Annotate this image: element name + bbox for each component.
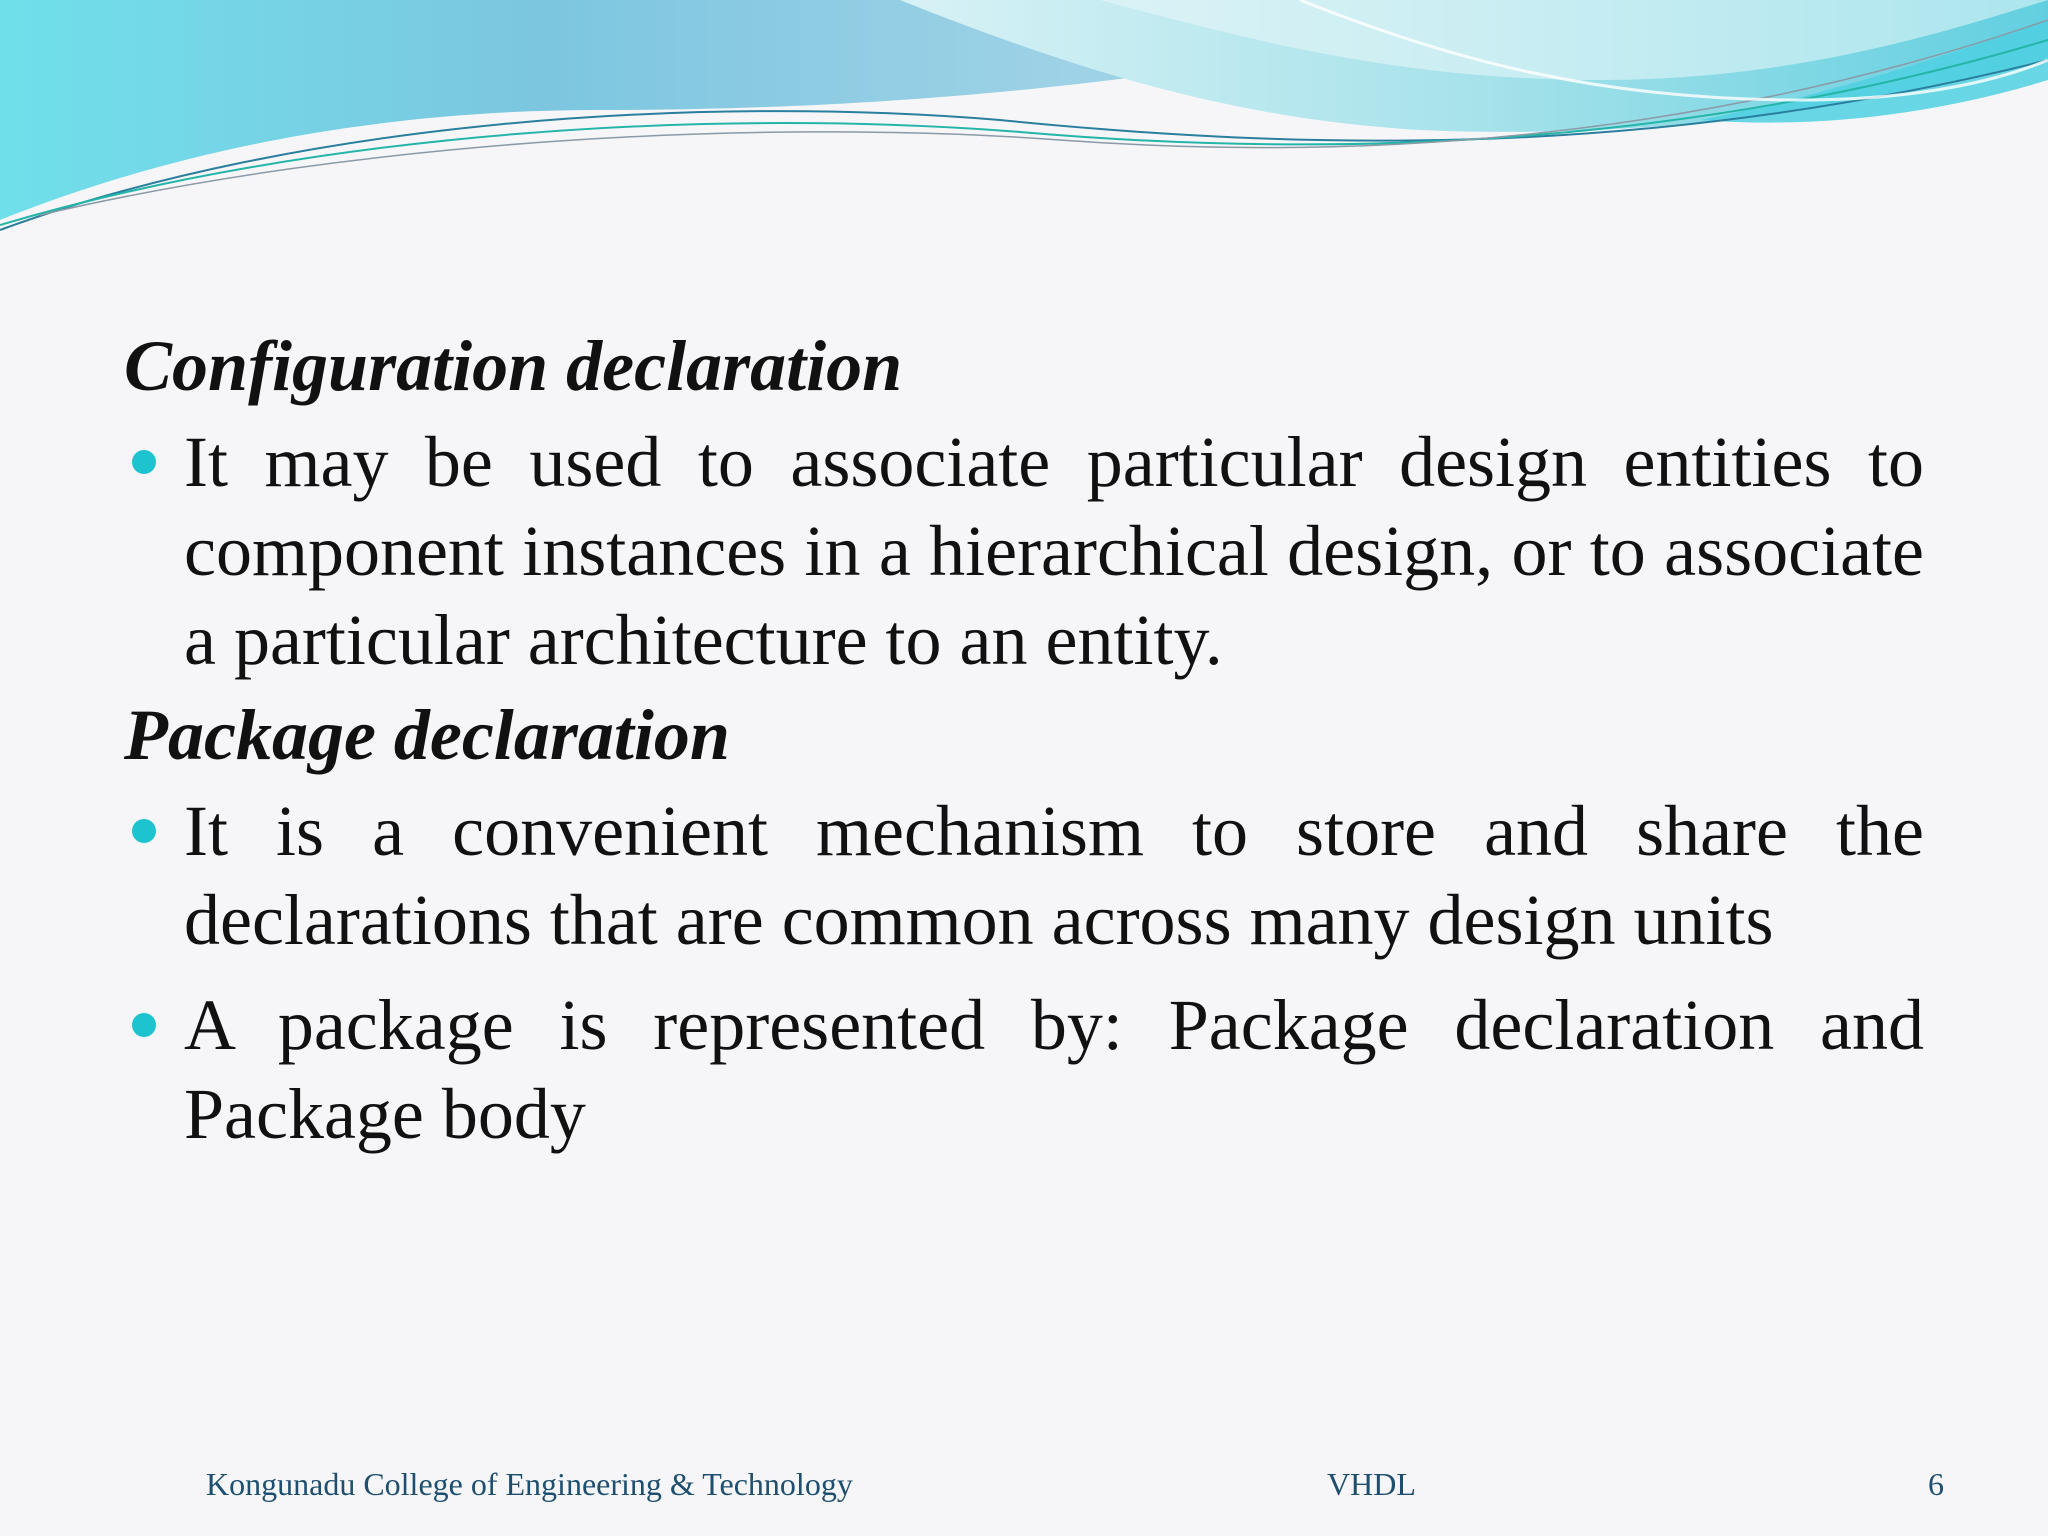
bullet-item — [124, 981, 1924, 1159]
footer-subject: VHDL — [1327, 1466, 1416, 1502]
filled-circle-bullet-icon — [132, 819, 156, 843]
bullet-text: A package is represented by: Package declaration and Package body — [184, 985, 1924, 1154]
filled-circle-bullet-icon — [132, 1013, 156, 1037]
footer-institution: Kongunadu College of Engineering & Technology — [206, 1466, 853, 1502]
section-heading-package: Package declaration — [124, 695, 730, 775]
section-heading-configuration: Configuration declaration — [124, 326, 903, 406]
bullet-text: It is a convenient mechanism to store and share the declarations that are common across many design units — [184, 791, 1924, 960]
filled-circle-bullet-icon — [132, 450, 156, 474]
bullet-text: It may be used to associate particular design entities to component instances in a hierarchical design, or to associate a particular architecture to an entity. — [184, 422, 1924, 680]
slide-body — [124, 318, 1924, 1159]
footer-page-number: 6 — [1928, 1466, 1944, 1502]
bullet-item — [124, 787, 1924, 965]
bullet-item — [124, 418, 1924, 685]
header-wave-decoration — [0, 0, 2048, 240]
